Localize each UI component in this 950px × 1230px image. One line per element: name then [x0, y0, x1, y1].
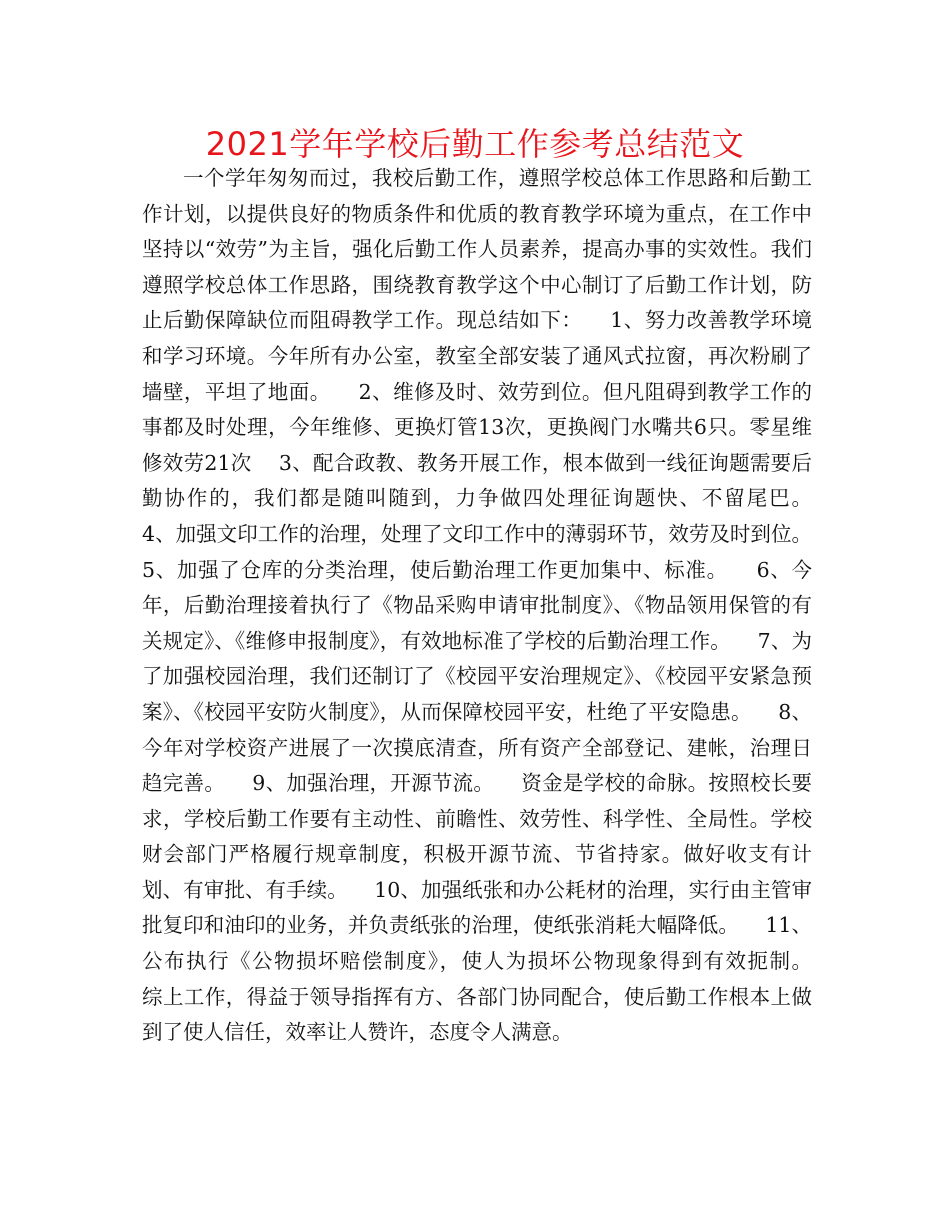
document-title: 2021学年学校后勤工作参考总结范文 [205, 125, 745, 163]
document-body-paragraph: 一个学年匆匆而过，我校后勤工作，遵照学校总体工作思路和后勤工作计划，以提供良好的物质条件和优质的教育教学环境为重点，在工作中坚持以“效劳”为主旨，强化后勤工作人员素养，提高办事的实效性。我们遵照学校总体工作思路，围绕教育教学这个中心制订了后勤工作计划，防止后勤保障缺位而阻碍教学工作。现总结如下： 1、努力改善教学环境和学习环境。今年所有办公室，教室全部安装了通风式拉窗，再次粉刷了墙壁，平坦了地面。 2、维修及时、效劳到位。但凡阻碍到教学工作的事都及时处理，今年维修、更换灯管13次，更换阀门水嘴共6只。零星维修效劳21次 3、配合政教、教务开展工作，根本做到一线征询题需要后勤协作的，我们都是随叫随到，力争做四处理征询题快、不留尾巴。 4、加强文印工作的治理，处理了文印工作中的薄弱环节，效劳及时到位。 5、加强了仓库的分类治理，使后勤治理工作更加集中、标准。 6、今年，后勤治理接着执行了《物品采购申请审批制度》、《物品领用保管的有关规定》、《维修申报制度》，有效地标准了学校的后勤治理工作。 7、为了加强校园治理，我们还制订了《校园平安治理规定》、《校园平安紧急预案》、《校园平安防火制度》，从而保障校园平安，杜绝了平安隐患。 8、今年对学校资产进展了一次摸底清查，所有资产全部登记、建帐，治理日趋完善。 9、加强治理，开源节流。 资金是学校的命脉。按照校长要求，学校后勤工作要有主动性、前瞻性、效劳性、科学性、全局性。学校财会部门严格履行规章制度，积极开源节流、节省持家。做好收支有计划、有审批、有手续。 10、加强纸张和办公耗材的治理，实行由主管审批复印和油印的业务，并负责纸张的治理，使纸张消耗大幅降低。 11、公布执行《公物损坏赔偿制度》，使人为损坏公物现象得到有效扼制。 综上工作，得益于领导指挥有方、各部门协同配合，使后勤工作根本上做到了使人信任，效率让人赞许，态度令人满意。 [142, 166, 839, 1045]
